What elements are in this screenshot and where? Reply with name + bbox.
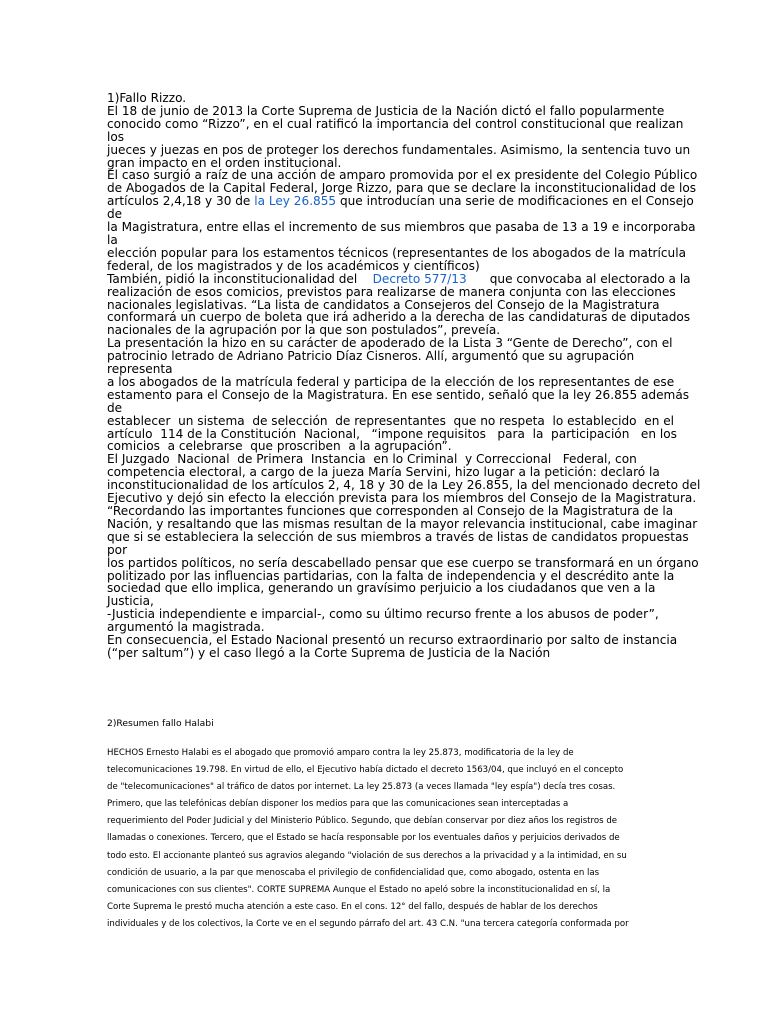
text-line: patrocinio letrado de Adriano Patricio Díaz Cisneros. Allí, argumentó que su agrupación (107, 349, 635, 364)
text-line: requerimiento del Poder Judicial y del Ministerio Público. Segundo, que debían conservar por diez años los registros de (107, 816, 618, 827)
halabi-summary-section (107, 745, 667, 933)
text-line: comicios a celebrarse que proscriben a la agrupación”. (107, 439, 452, 454)
text-line: HECHOS Ernesto Halabi es el abogado que promovió amparo contra la ley 25.873, modificatoria de la ley de (107, 748, 574, 758)
halabi-section-title: 2)Resumen fallo Halabi (107, 718, 214, 729)
text-line: telecomunicaciones 19.798. En virtud de ello, el Ejecutivo había dictado el decreto 1563/04, que incluyó en el concepto (107, 765, 624, 776)
text-line: todo esto. El accionante planteó sus agravios alegando "violación de sus derechos a la privacidad y a la intimidad, en su (107, 850, 627, 861)
text-line: conocido como “Rizzo”, en el cual ratificó la importancia del control constitucional que realizan (107, 116, 684, 131)
text-line: argumentó la magistrada. (107, 620, 265, 635)
text-line: sociedad que ello implica, generando un gravísimo perjuicio a los ciudadanos que ven a la (107, 581, 656, 596)
text-line: por (107, 542, 128, 557)
text-line: 1)Fallo Rizzo. (107, 91, 187, 105)
line-text-after: que convocaba al electorado a la (466, 271, 691, 286)
text-line: gran impacto en el orden institucional. (107, 155, 342, 170)
text-line: de Abogados de la Capital Federal, Jorge Rizzo, para que se declare la inconstitucionalidad de los (107, 181, 697, 196)
text-line: nacionales legislativas. “La lista de candidatos a Consejeros del Consejo de la Magistratura (107, 297, 660, 312)
text-line: El caso surgió a raíz de una acción de amparo promovida por el ex presidente del Colegio Público (107, 168, 698, 183)
text-line (107, 194, 694, 209)
reference-link[interactable]: la Ley 26.855 (254, 194, 337, 209)
text-line: federal, de los magistrados y de los académicos y científicos) (107, 258, 480, 273)
text-line: “Recordando las importantes funciones que corresponden al Consejo de la Magistratura de la (107, 504, 674, 518)
text-line: que si se estableciera la selección de sus miembros a través de listas de candidatos propuestas (107, 529, 689, 544)
text-line: estamento para el Consejo de la Magistratura. En ese sentido, señaló que la ley 26.855 además (107, 387, 690, 402)
fallo-rizzo-section (107, 91, 701, 660)
line-text-before: También, pidió la inconstitucionalidad del (107, 271, 373, 286)
text-line: -Justicia independiente e imparcial-, como su último recurso frente a los abusos de poder”, (107, 607, 659, 622)
reference-link[interactable]: Decreto 577/13 (372, 271, 467, 286)
text-line: conformará un cuerpo de boleta que irá adherido a la derecha de las candidaturas de diputados (107, 310, 691, 325)
text-line: realización de esos comicios, previstos para realizarse de manera conjunta con las elecciones (107, 284, 676, 299)
text-line: nacionales de la agrupación por la que son postulados”, preveía. (107, 323, 501, 338)
text-line: los (107, 129, 125, 144)
text-line: de (107, 207, 123, 222)
text-line: (“per saltum”) y el caso llegó a la Corte Suprema de Justicia de la Nación (107, 645, 551, 660)
text-line: los partidos políticos, no sería descabellado pensar que ese cuerpo se transformará en un órgano (107, 555, 699, 570)
text-line: Ejecutivo y dejó sin efecto la elección prevista para los miembros del Consejo de la Magistratura. (107, 491, 697, 506)
text-line: de "telecomunicaciones" al tráfico de datos por internet. La ley 25.873 (a veces llamada "ley espía") decía tres cosas. (107, 782, 616, 793)
text-line: establecer un sistema de selección de representantes que no respeta lo establecido en el (107, 413, 675, 428)
text-line: politizado por las influencias partidarias, con la falta de independencia y el descrédito ante la (107, 568, 675, 583)
text-line: Justicia, (107, 594, 154, 609)
text-line: competencia electoral, a cargo de la jueza María Servini, hizo lugar a la petición: declaró la (107, 465, 660, 480)
text-line: elección popular para los estamentos técnicos (representantes de los abogados de la matrícula (107, 245, 686, 260)
text-line: El 18 de junio de 2013 la Corte Suprema de Justicia de la Nación dictó el fallo popularmente (107, 103, 665, 118)
text-line: a los abogados de la matrícula federal y participa de la elección de los representantes de ese (107, 374, 675, 389)
text-line: El Juzgado Nacional de Primera Instancia en lo Criminal y Correccional Federal, con (107, 452, 637, 467)
text-line: de (107, 400, 123, 415)
text-line: la (107, 232, 118, 247)
text-line: artículo 114 de la Constitución Nacional, “impone requisitos para la participación en los (107, 426, 677, 441)
line-text-after: que introducían una serie de modificaciones en el Consejo (336, 194, 694, 209)
text-line: Primero, que las telefónicas debían disponer los medios para que las comunicaciones sean interceptadas a (107, 799, 569, 810)
text-line: jueces y juezas en pos de proteger los derechos fundamentales. Asimismo, la sentencia tuvo un (107, 142, 691, 157)
text-line: llamadas o conexiones. Tercero, que el Estado se hacía responsable por los eventuales daños y perjuicios derivados de (107, 833, 620, 844)
text-line: comunicaciones con sus clientes". CORTE SUPREMA Aunque el Estado no apeló sobre la inconstitucionalidad en sí, la (107, 884, 611, 895)
text-line: Nación, y resaltando que las mismas resultan de la mayor relevancia institucional, cabe imaginar (107, 516, 698, 531)
text-line: La presentación la hizo en su carácter de apoderado de la Lista 3 “Gente de Derecho”, con el (107, 336, 673, 351)
text-line: individuales y de los colectivos, la Corte ve en el segundo párrafo del art. 43 C.N. "una tercera categoría conformada por (107, 918, 629, 929)
text-line: representa (107, 362, 173, 377)
text-line: condición de usuario, a la par que menoscaba el privilegio de confidencialidad que, como abogado, ostenta en las (107, 867, 600, 878)
text-line: Corte Suprema le prestó mucha atención a este caso. En el cons. 12° del fallo, después de hablar de los derechos (107, 901, 598, 912)
text-line (107, 271, 691, 286)
text-line: inconstitucionalidad de los artículos 2, 4, 18 y 30 de la Ley 26.855, la del mencionado decreto del (107, 478, 701, 493)
line-text-before: artículos 2,4,18 y 30 de (107, 194, 255, 209)
text-line: En consecuencia, el Estado Nacional presentó un recurso extraordinario por salto de instancia (107, 633, 678, 648)
text-line: la Magistratura, entre ellas el incremento de sus miembros que pasaba de 13 a 19 e incorporaba (107, 220, 696, 235)
